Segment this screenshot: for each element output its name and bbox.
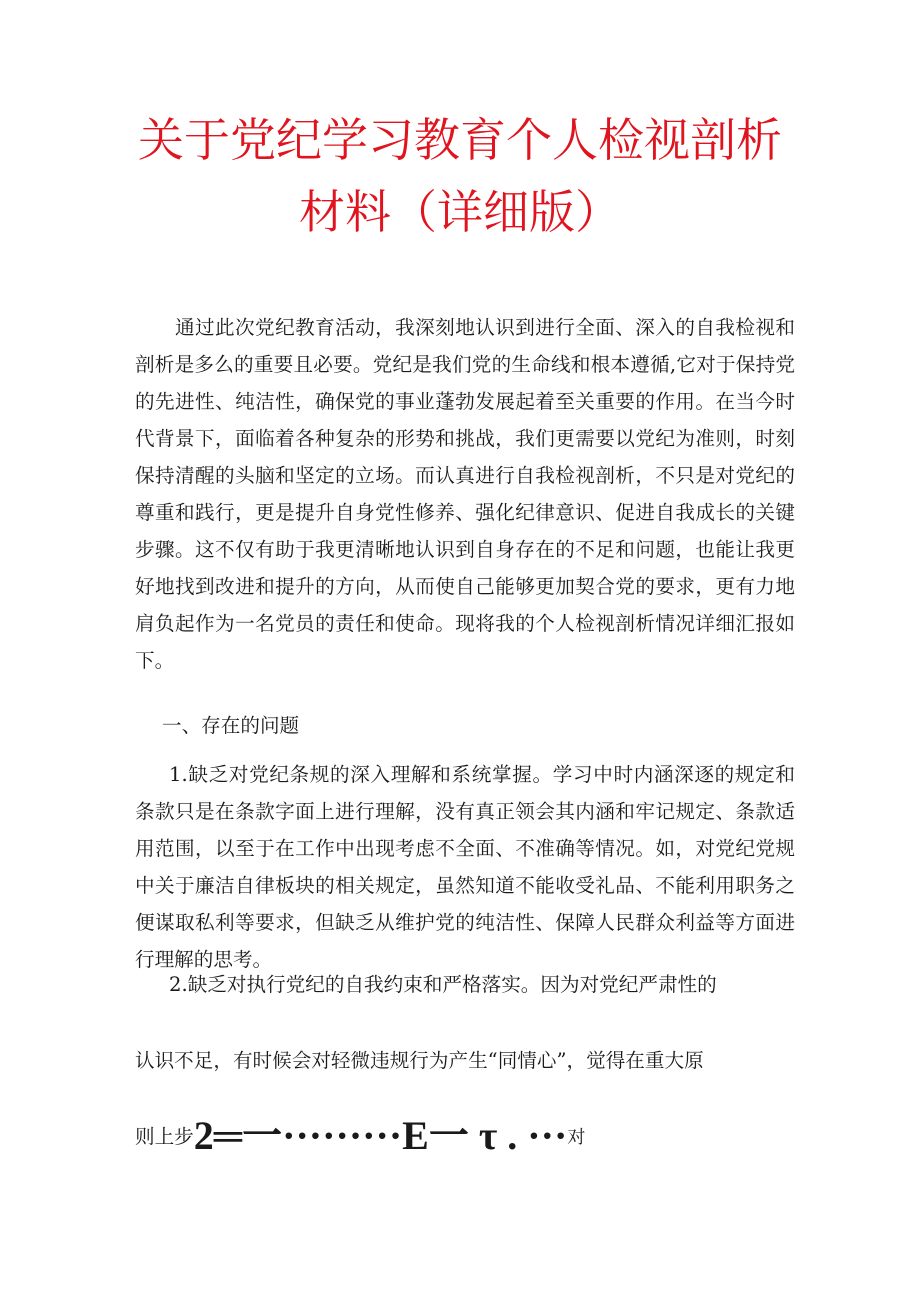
garbled-suffix: 对 (567, 1127, 586, 1148)
problem-item-1: 1.缺乏对党纪条规的深入理解和系统掌握。学习中时内涵深逐的规定和条款只是在条款字面上进行理解，没有真正领会其内涵和牢记规定、条款适用范围，以至于在工作中出现考虑不全面、不准确等情况。如，对党纪党规中关于廉洁自律板块的相关规定，虽然知道不能收受礼品、不能利用职务之便谋取私利等要求，但缺乏从维护党的纯洁性、保障人民群众利益等方面进行理解的思考。 (135, 763, 795, 971)
garbled-text-line (135, 1104, 795, 1161)
garbled-symbols: 2═一·········E一 τ . ··· (193, 1113, 568, 1158)
problem-item-2-continued: 认识不足，有时候会对轻微违规行为产生“同情心”，觉得在重大原 (135, 1049, 704, 1072)
document-title-line-1: 关于党纪学习教育个人检视剖析 (138, 113, 782, 167)
garbled-prefix: 则上步 (135, 1125, 194, 1148)
section-heading-problems: 一、存在的问题 (162, 714, 300, 737)
document-title-line-2: 材料（详细版） (299, 185, 621, 239)
problem-item-2: 2.缺乏对执行党纪的自我约束和严格落实。因为对党纪严肃性的 (169, 973, 717, 996)
intro-paragraph: 通过此次党纪教育活动，我深刻地认识到进行全面、深入的自我检视和剖析是多么的重要且必要。党纪是我们党的生命线和根本遵循,它对于保持党的先进性、纯洁性，确保党的事业蓬勃发展起着至关重要的作用。在当今时代背景下，面临着各种复杂的形势和挑战，我们更需要以党纪为准则，时刻保持清醒的头脑和坚定的立场。而认真进行自我检视剖析，不只是对党纪的尊重和践行，更是提升自身党性修养、强化纪律意识、促进自我成长的关键步骤。这不仅有助于我更清晰地认识到自身存在的不足和问题，也能让我更好地找到改进和提升的方向，从而使自己能够更加契合党的要求，更有力地肩负起作为一名党员的责任和使命。现将我的个人检视剖析情况详细汇报如下。 (135, 316, 795, 672)
